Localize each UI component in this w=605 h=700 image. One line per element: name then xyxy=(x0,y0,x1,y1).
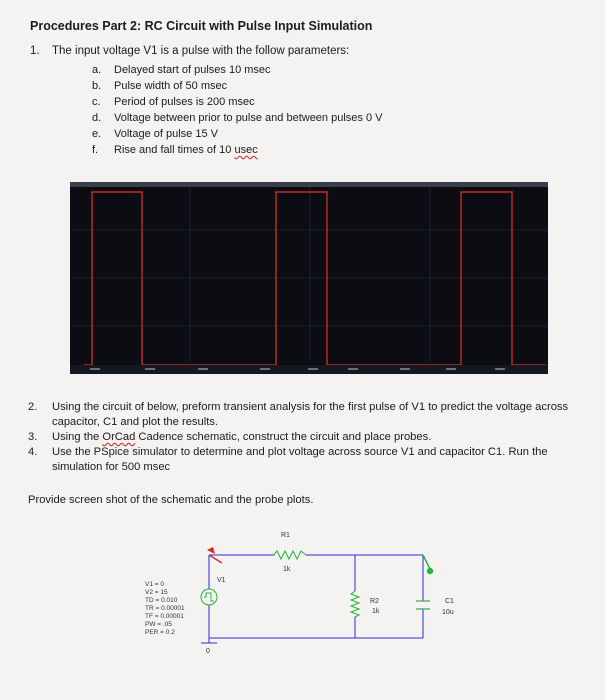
sub-item-letter: a. xyxy=(92,64,102,76)
v1-param: PER = 0.2 xyxy=(145,629,175,636)
probe-tip xyxy=(423,555,430,569)
v1-param: TF = 0.00001 xyxy=(145,613,184,620)
v1-param: V1 = 0 xyxy=(145,581,164,588)
sub-item-text: Delayed start of pulses 10 msec xyxy=(114,64,271,76)
step-4 xyxy=(28,445,588,475)
r2-value: 1k xyxy=(372,608,380,615)
r2-label: R2 xyxy=(370,598,379,605)
provide-instruction: Provide screen shot of the schematic and the probe plots. xyxy=(28,494,314,506)
c1-value: 10u xyxy=(442,609,454,616)
step-3 xyxy=(28,430,588,445)
waveform-toolbar xyxy=(70,182,548,187)
sub-item-letter: e. xyxy=(92,128,102,140)
list-item-text: The input voltage V1 is a pulse with the follow parameters: xyxy=(52,45,350,57)
sub-item-f xyxy=(92,142,382,158)
sub-item-text: Pulse width of 50 msec xyxy=(114,80,228,92)
r1-label: R1 xyxy=(281,532,290,539)
sub-item-text: Voltage of pulse 15 V xyxy=(114,128,218,140)
voltage-probe-c1[interactable] xyxy=(423,555,433,574)
ground-label: 0 xyxy=(206,648,210,655)
r1-value: 1k xyxy=(283,566,291,573)
step-text: Using the xyxy=(52,431,103,443)
probe-tip xyxy=(209,555,222,563)
v1-param: TD = 0.010 xyxy=(145,597,178,604)
spellcheck-word: usec xyxy=(234,144,258,156)
page-title: Procedures Part 2: RC Circuit with Pulse Input Simulation xyxy=(30,19,373,33)
sub-item-letter: d. xyxy=(92,112,102,124)
sub-item-c xyxy=(92,94,382,110)
pulse-parameters-list xyxy=(92,62,382,158)
step-number: 4. xyxy=(28,446,38,458)
voltage-source-v1[interactable] xyxy=(201,589,217,605)
v1-parameters xyxy=(145,581,185,636)
pulse-waveform-screenshot xyxy=(70,182,548,374)
sub-item-a xyxy=(92,62,382,78)
step-text: Using the circuit of below, preform transient analysis for the first pulse of V1 to predict the voltage across capacitor, C1 and plot the results. xyxy=(52,401,569,428)
sub-item-b xyxy=(92,78,382,94)
circuit-wires xyxy=(209,555,423,640)
resistor-r2[interactable] xyxy=(351,591,359,617)
sub-item-text: Period of pulses is 200 msec xyxy=(114,96,255,108)
procedure-steps xyxy=(28,400,588,475)
red-probe-icon xyxy=(207,547,215,554)
sub-item-d xyxy=(92,110,382,126)
sub-item-text: Voltage between prior to pulse and between pulses 0 V xyxy=(114,112,383,124)
c1-label: C1 xyxy=(445,598,454,605)
rc-circuit-schematic xyxy=(145,525,475,675)
v1-param: V2 = 15 xyxy=(145,589,168,596)
spellcheck-word: OrCad xyxy=(102,431,136,443)
step-2 xyxy=(28,400,588,430)
list-number: 1. xyxy=(30,45,40,57)
sub-item-text: Rise and fall times of 10 xyxy=(114,144,232,156)
green-probe-icon xyxy=(427,568,433,574)
list-item-1 xyxy=(30,45,349,57)
step-text: Cadence schematic, construct the circuit and place probes. xyxy=(135,431,432,443)
sub-item-e xyxy=(92,126,382,142)
v1-param: PW = .05 xyxy=(145,621,172,628)
v1-label: V1 xyxy=(217,577,226,584)
sub-item-letter: b. xyxy=(92,80,102,92)
step-number: 3. xyxy=(28,431,38,443)
sub-item-letter: c. xyxy=(92,96,101,108)
step-text: Use the PSpice simulator to determine and plot voltage across source V1 and capacitor C1. Run the simulation for 500 msec xyxy=(52,446,548,473)
resistor-r1[interactable] xyxy=(274,551,306,559)
v1-param: TR = 0.00001 xyxy=(145,605,185,612)
step-number: 2. xyxy=(28,401,38,413)
ground-symbol-icon xyxy=(201,640,217,643)
sub-item-letter: f. xyxy=(92,144,99,156)
